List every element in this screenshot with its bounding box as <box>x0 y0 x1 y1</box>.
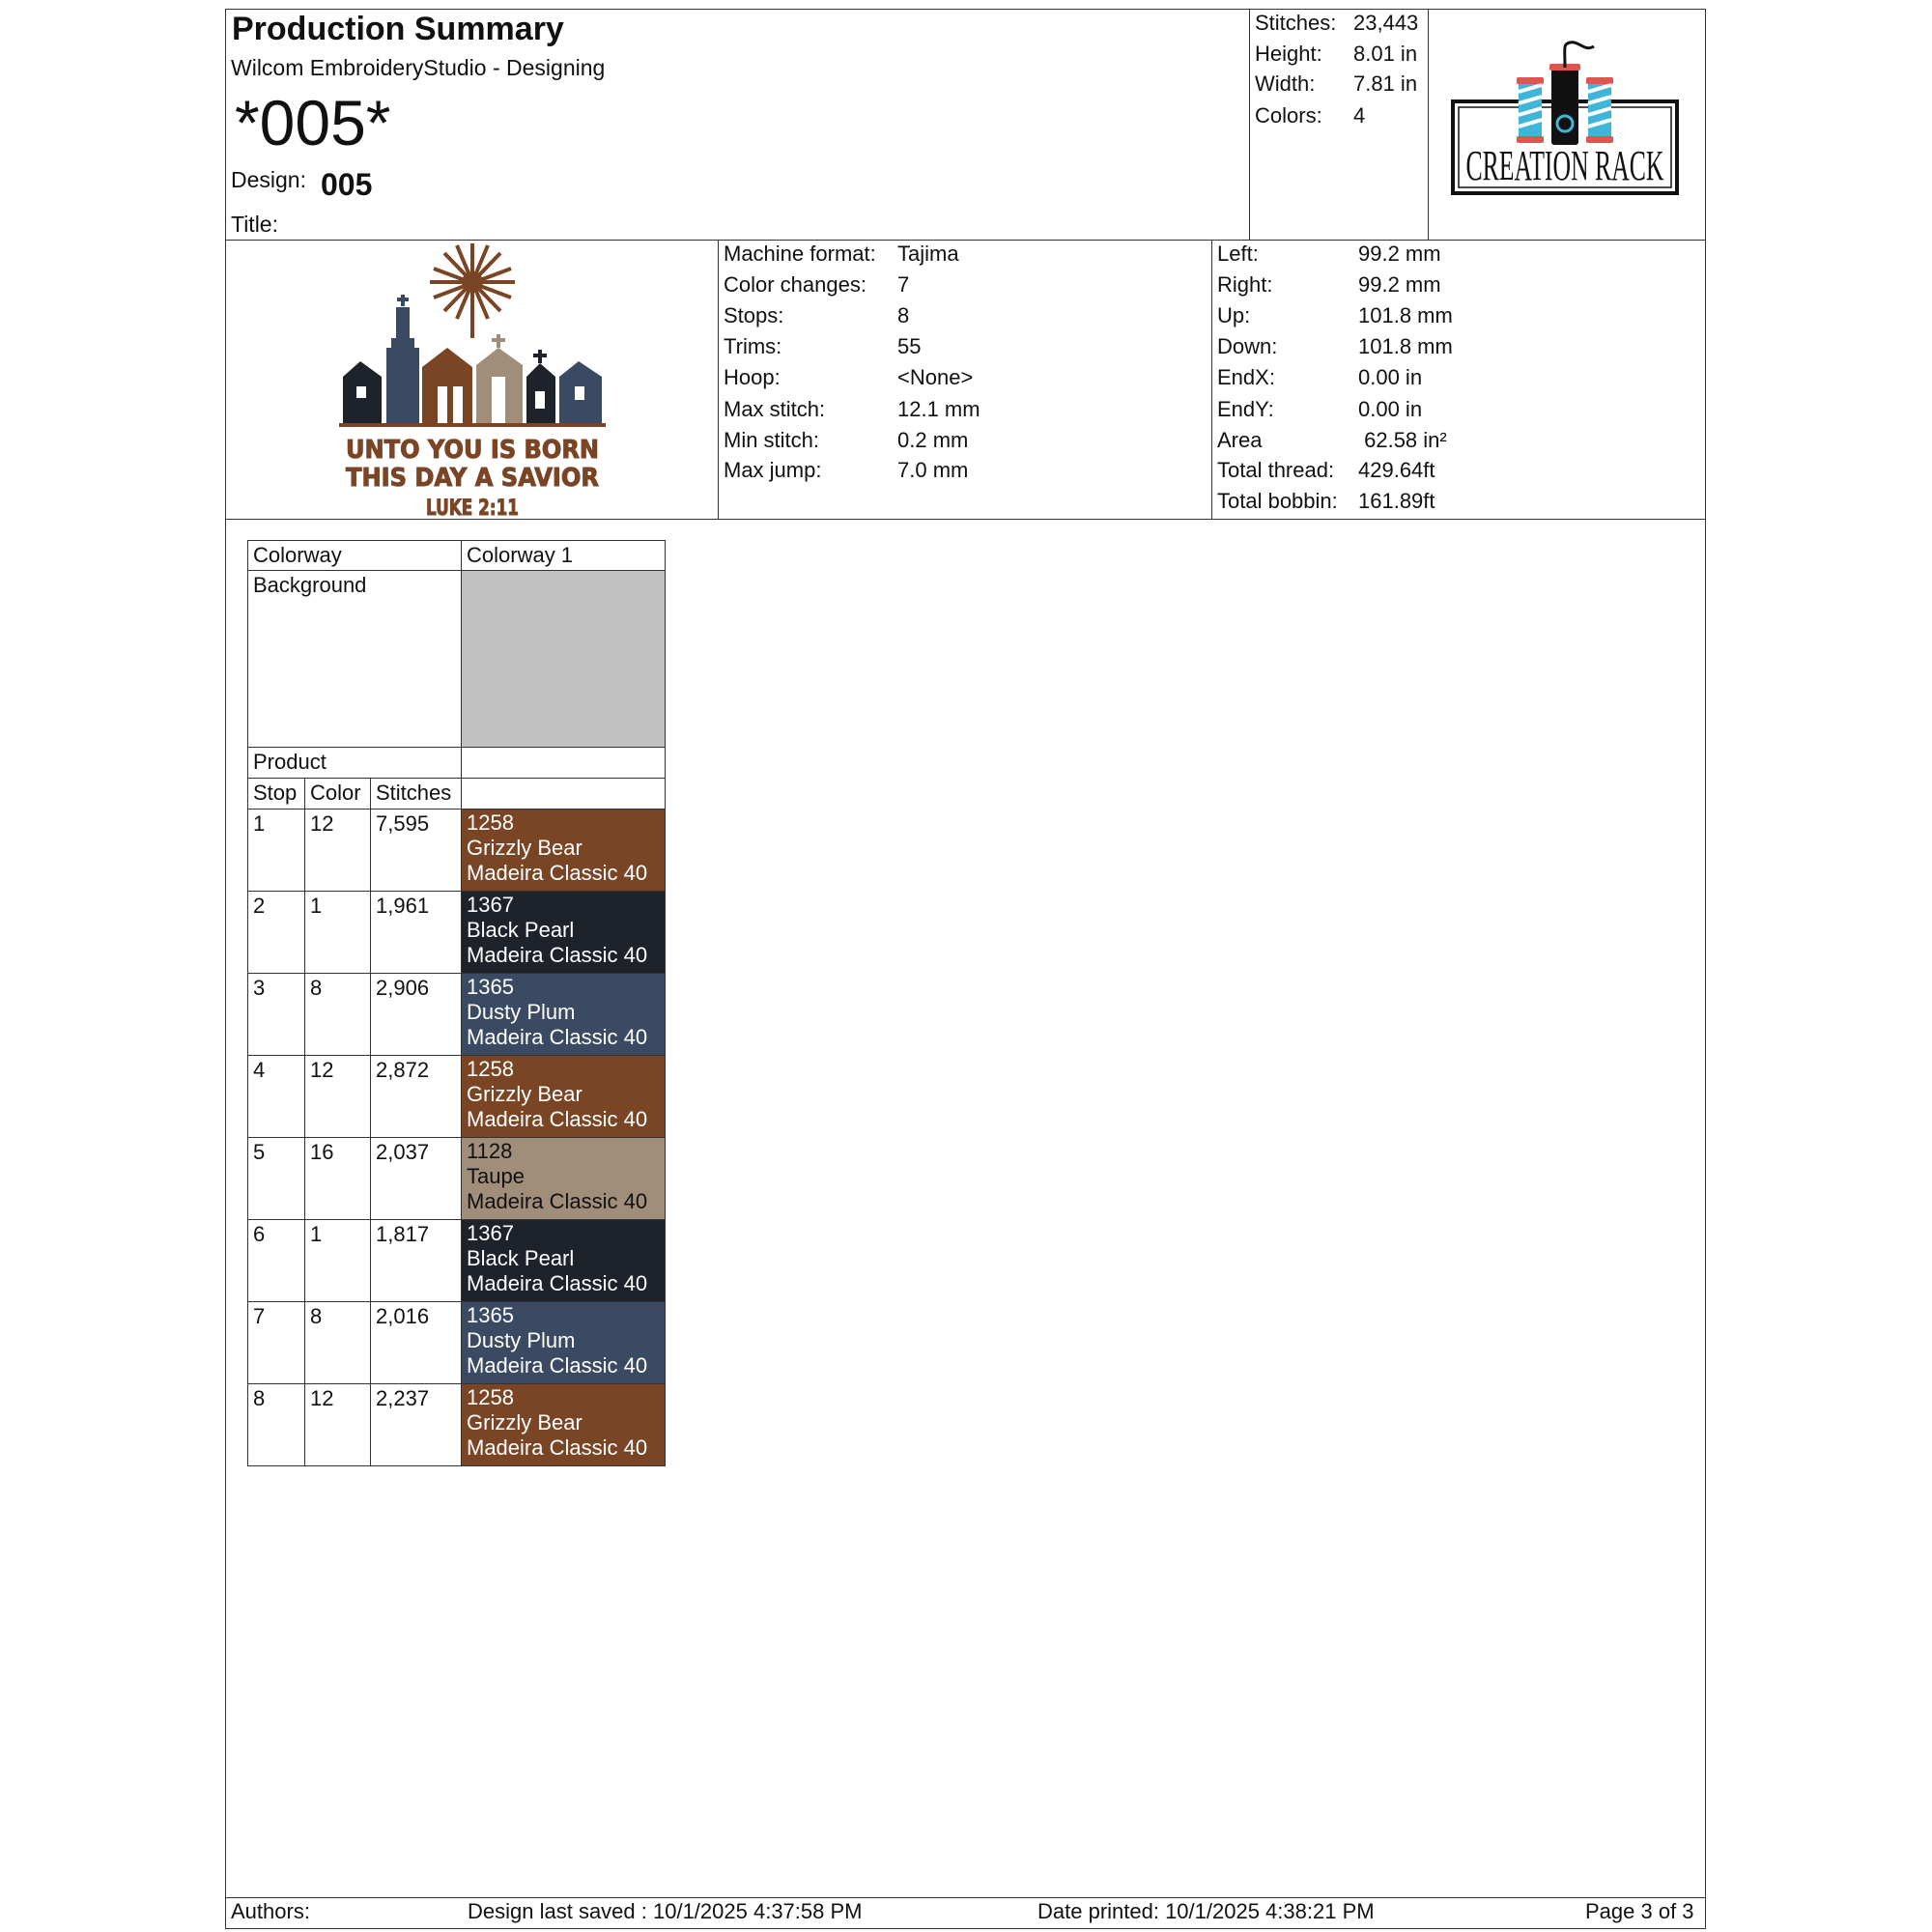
machine-value: 55 <box>897 334 922 358</box>
stop-number: 6 <box>248 1220 305 1302</box>
stop-row <box>248 1220 666 1302</box>
color-number: 8 <box>305 1302 371 1384</box>
product-value <box>462 748 666 779</box>
stitch-count: 1,961 <box>371 892 462 974</box>
colorway-table <box>247 540 666 1466</box>
stop-row <box>248 892 666 974</box>
dimension-label: Up: <box>1217 303 1251 327</box>
machine-label: Color changes: <box>724 272 867 297</box>
ground-line <box>339 423 606 427</box>
column-header-stop: Stop <box>248 779 305 810</box>
design-code: *005* <box>235 87 391 158</box>
header-divider <box>225 240 1706 241</box>
column-header-thread <box>462 779 666 810</box>
machine-value: 8 <box>897 303 910 327</box>
stop-number: 1 <box>248 810 305 892</box>
summary-value: 8.01 in <box>1353 42 1418 66</box>
thread-brand: Madeira Classic 40 <box>467 1435 648 1460</box>
dimension-label: EndX: <box>1217 365 1275 389</box>
dimension-value: 101.8 mm <box>1358 303 1453 327</box>
app-subtitle: Wilcom EmbroideryStudio - Designing <box>231 55 606 80</box>
thread-name: Black Pearl <box>467 918 575 942</box>
dimension-value: 161.89ft <box>1358 489 1435 513</box>
stop-number: 5 <box>248 1138 305 1220</box>
thread-swatch <box>462 1220 666 1302</box>
thread-code: 1128 <box>467 1139 513 1163</box>
dimension-label: Left: <box>1217 242 1259 266</box>
thread-code: 1365 <box>467 975 514 999</box>
summary-label: Colors: <box>1255 103 1322 128</box>
thread-code: 1367 <box>467 1221 514 1245</box>
door <box>438 386 447 425</box>
thread-code: 1367 <box>467 893 514 917</box>
summary-label: Width: <box>1255 71 1316 96</box>
spool-icon <box>1517 77 1544 143</box>
dimension-label: Total bobbin: <box>1217 489 1338 513</box>
door <box>453 386 463 425</box>
thread-name: Taupe <box>467 1164 525 1188</box>
stop-number: 3 <box>248 974 305 1056</box>
stop-row <box>248 1384 666 1466</box>
machine-label: Max stitch: <box>724 397 826 421</box>
stop-number: 7 <box>248 1302 305 1384</box>
header-col-divider-2 <box>1428 9 1429 240</box>
stitch-count: 2,237 <box>371 1384 462 1466</box>
thread-swatch <box>462 892 666 974</box>
machine-label: Hoop: <box>724 365 781 389</box>
thread-swatch <box>462 1056 666 1138</box>
thread-name: Black Pearl <box>467 1246 575 1270</box>
machine-label: Min stitch: <box>724 428 820 452</box>
thread-name: Grizzly Bear <box>467 836 582 860</box>
dimension-value: 0.00 in <box>1358 397 1423 421</box>
machine-label: Max jump: <box>724 458 822 482</box>
dimension-value: 99.2 mm <box>1358 272 1441 297</box>
product-row <box>248 748 666 779</box>
stitch-count: 1,817 <box>371 1220 462 1302</box>
stitch-count: 2,016 <box>371 1302 462 1384</box>
summary-label: Stitches: <box>1255 11 1337 35</box>
color-number: 12 <box>305 1056 371 1138</box>
stop-row <box>248 1056 666 1138</box>
stitch-count: 2,037 <box>371 1138 462 1220</box>
thread-brand: Madeira Classic 40 <box>467 1189 648 1213</box>
machine-value: 7.0 mm <box>897 458 969 482</box>
stop-row <box>248 1138 666 1220</box>
background-label: Background <box>248 571 462 748</box>
footer-last-saved: Design last saved : 10/1/2025 4:37:58 PM <box>468 1899 863 1923</box>
church-steeple <box>386 295 419 425</box>
color-number: 8 <box>305 974 371 1056</box>
machine-value: 0.2 mm <box>897 428 969 452</box>
thread-brand: Madeira Classic 40 <box>467 1271 648 1295</box>
door <box>492 377 505 425</box>
stitch-count: 7,595 <box>371 810 462 892</box>
thread-name: Dusty Plum <box>467 1000 576 1024</box>
design-preview-image <box>333 242 613 522</box>
thread-name: Grizzly Bear <box>467 1082 582 1106</box>
window <box>575 386 584 400</box>
dimension-value: 99.2 mm <box>1358 242 1441 266</box>
thread-swatch <box>462 974 666 1056</box>
creation-rack-logo <box>1449 39 1681 203</box>
stop-number: 2 <box>248 892 305 974</box>
stitch-count: 2,872 <box>371 1056 462 1138</box>
machine-value: Tajima <box>897 242 959 266</box>
star-core <box>462 271 483 293</box>
dimension-label: Area <box>1217 428 1263 452</box>
product-label: Product <box>248 748 462 779</box>
machine-value: <None> <box>897 365 974 389</box>
footer-authors: Authors: <box>231 1899 310 1923</box>
logo-text: CREATION RACK <box>1465 142 1664 189</box>
stop-number: 8 <box>248 1384 305 1466</box>
spool-icon <box>1586 77 1613 143</box>
machine-value: 7 <box>897 272 910 297</box>
dimension-value: 101.8 mm <box>1358 334 1453 358</box>
thread-name: Dusty Plum <box>467 1328 576 1352</box>
thread-swatch <box>462 1302 666 1384</box>
colorway-label: Colorway <box>248 541 462 571</box>
preview-text-line: THIS DAY A SAVIOR <box>346 464 599 493</box>
thread-brand: Madeira Classic 40 <box>467 943 648 967</box>
thread-code: 1258 <box>467 1385 514 1409</box>
summary-value: 7.81 in <box>1353 71 1418 96</box>
footer-page-number: Page 3 of 3 <box>1585 1899 1694 1923</box>
column-header-row <box>248 779 666 810</box>
header-col-divider-1 <box>1249 9 1250 240</box>
machine-value: 12.1 mm <box>897 397 980 421</box>
thread-swatch <box>462 1384 666 1466</box>
window <box>356 386 366 398</box>
summary-label: Height: <box>1255 42 1322 66</box>
machine-label: Machine format: <box>724 242 876 266</box>
thread-swatch <box>462 810 666 892</box>
design-value: 005 <box>321 167 373 202</box>
footer-divider <box>225 1897 1706 1898</box>
design-label: Design: <box>231 167 306 192</box>
stitch-count: 2,906 <box>371 974 462 1056</box>
thread-code: 1258 <box>467 1057 514 1081</box>
dimension-value: 429.64ft <box>1358 458 1435 482</box>
thread-brand: Madeira Classic 40 <box>467 1107 648 1131</box>
stop-row <box>248 810 666 892</box>
footer-date-printed: Date printed: 10/1/2025 4:38:21 PM <box>1037 1899 1375 1923</box>
background-row <box>248 571 666 748</box>
column-header-stitches: Stitches <box>371 779 462 810</box>
preview-text-line: UNTO YOU IS BORN <box>346 436 599 465</box>
info-col-divider-1 <box>718 240 719 519</box>
stop-row <box>248 1302 666 1384</box>
thread-swatch <box>462 1138 666 1220</box>
color-number: 1 <box>305 892 371 974</box>
dimension-value: 0.00 in <box>1358 365 1423 389</box>
machine-label: Trims: <box>724 334 782 358</box>
color-number: 12 <box>305 1384 371 1466</box>
page-title: Production Summary <box>232 11 564 47</box>
background-swatch <box>462 571 666 748</box>
color-number: 12 <box>305 810 371 892</box>
colorway-header-row <box>248 541 666 571</box>
stop-row <box>248 974 666 1056</box>
color-number: 1 <box>305 1220 371 1302</box>
info-col-divider-2 <box>1211 240 1212 519</box>
thread-brand: Madeira Classic 40 <box>467 1025 648 1049</box>
thread-brand: Madeira Classic 40 <box>467 1353 648 1378</box>
column-header-color: Color <box>305 779 371 810</box>
thread-code: 1258 <box>467 810 514 835</box>
thread-name: Grizzly Bear <box>467 1410 582 1435</box>
summary-value: 4 <box>1353 103 1366 128</box>
thread-brand: Madeira Classic 40 <box>467 861 648 885</box>
color-number: 16 <box>305 1138 371 1220</box>
dimension-label: EndY: <box>1217 397 1274 421</box>
summary-value: 23,443 <box>1353 11 1419 35</box>
preview-text-line: LUKE 2:11 <box>426 497 519 521</box>
machine-label: Stops: <box>724 303 784 327</box>
dimension-value: 62.58 in² <box>1358 428 1447 452</box>
window <box>535 391 545 409</box>
colorway-value: Colorway 1 <box>462 541 666 571</box>
needle-tag-icon <box>1549 43 1594 145</box>
title-label: Title: <box>231 212 278 237</box>
chapel-dark <box>526 350 555 425</box>
dimension-label: Total thread: <box>1217 458 1335 482</box>
stop-number: 4 <box>248 1056 305 1138</box>
thread-code: 1365 <box>467 1303 514 1327</box>
dimension-label: Down: <box>1217 334 1278 358</box>
dimension-label: Right: <box>1217 272 1273 297</box>
